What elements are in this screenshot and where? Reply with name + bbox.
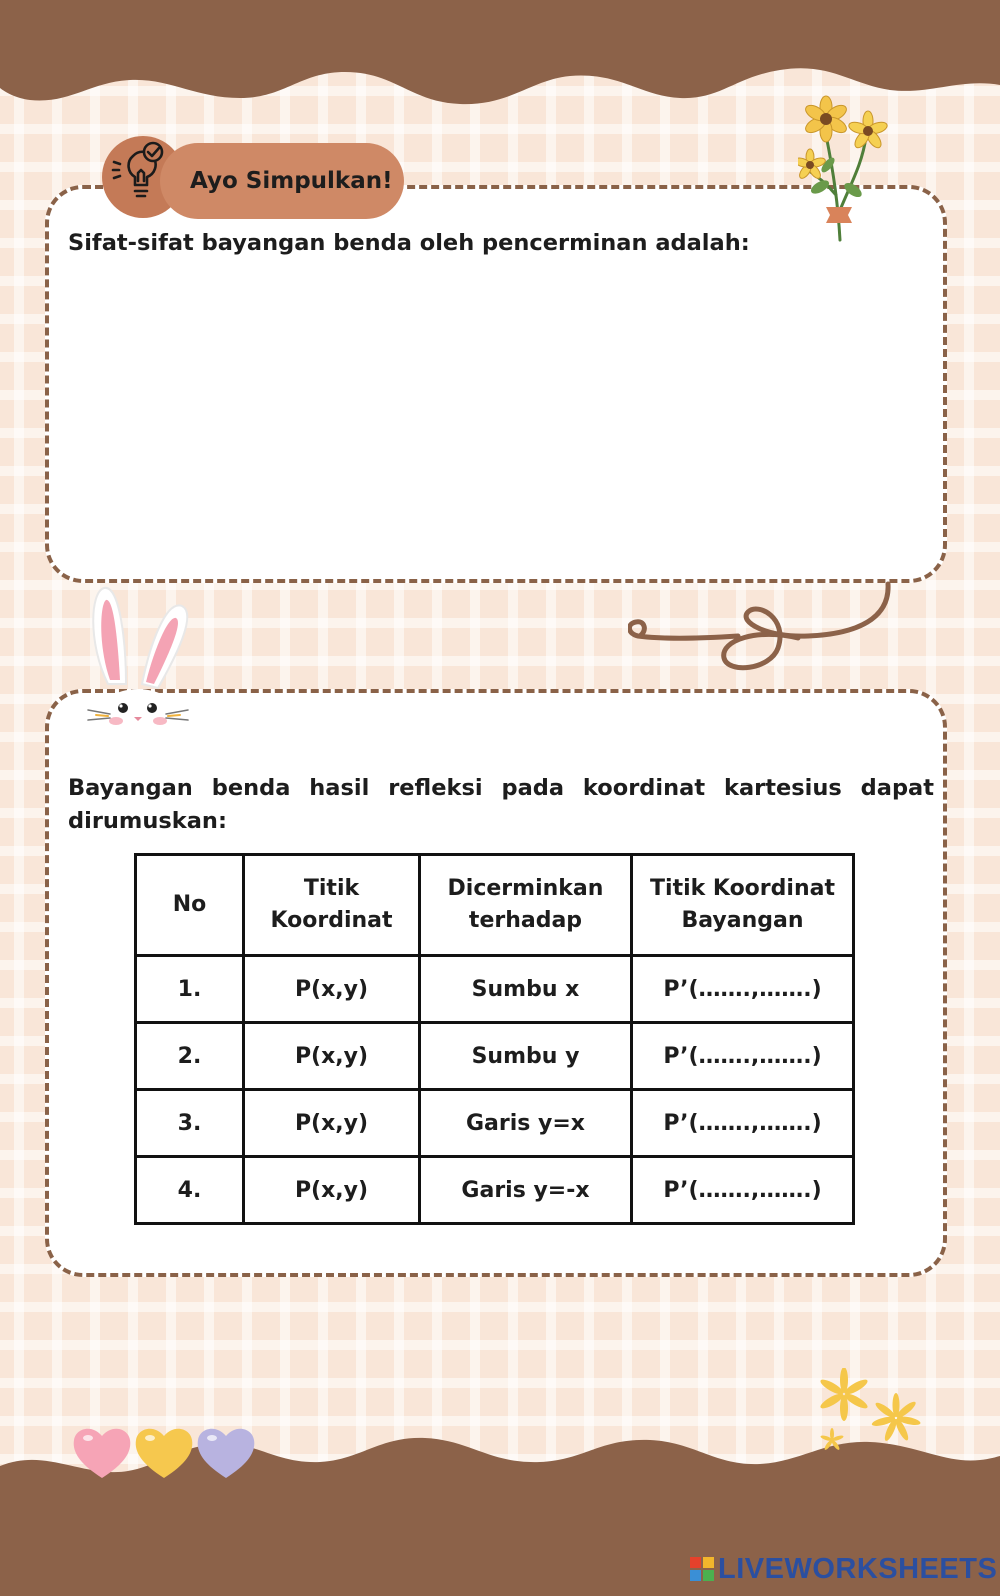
reflection-table [134,853,855,1225]
point-cell: P(x,y) [244,1157,420,1224]
badge-label: Ayo Simpulkan! [190,168,393,194]
hearts-decoration [72,1422,262,1482]
row-number: 2. [136,1023,244,1090]
table-row [136,1157,854,1224]
table-row [136,956,854,1023]
formula-prompt: Bayangan benda hasil refleksi pada koordinat kartesius dapat dirumuskan: [68,775,934,834]
mirror-cell: Sumbu x [420,956,632,1023]
answer-cell[interactable]: P’(…….,…….) [632,956,854,1023]
mirror-cell: Garis y=-x [420,1157,632,1224]
answer-cell[interactable]: P’(…….,…….) [632,1023,854,1090]
brand-name: LIVEWORKSHEETS [718,1552,998,1585]
mirror-cell: Sumbu y [420,1023,632,1090]
liveworksheets-brand [690,1553,997,1585]
header-no: No [136,855,244,956]
row-number: 3. [136,1090,244,1157]
flower-icon [803,96,849,142]
swirl-icon [628,578,908,688]
table-row [136,1090,854,1157]
conclusion-badge [160,143,404,219]
point-cell: P(x,y) [244,956,420,1023]
heart-icon [74,1429,131,1478]
reflection-properties-prompt: Sifat-sifat bayangan benda oleh pencerminan adalah: [68,230,750,256]
flower-bouquet-icon [798,95,908,245]
row-number: 1. [136,956,244,1023]
header-point: Titik Koordinat [244,855,420,956]
mirror-cell: Garis y=x [420,1090,632,1157]
heart-icon [198,1429,255,1478]
answer-cell[interactable]: P’(…….,…….) [632,1090,854,1157]
header-mirror: Dicerminkan terhadap [420,855,632,956]
bunny-icon [82,584,202,749]
answer-cell[interactable]: P’(…….,…….) [632,1157,854,1224]
point-cell: P(x,y) [244,1023,420,1090]
header-image-point: Titik Koordinat Bayangan [632,855,854,956]
liveworksheets-logo-icon [690,1557,714,1581]
heart-icon [136,1429,193,1478]
point-cell: P(x,y) [244,1090,420,1157]
table-header-row [136,855,854,956]
sparkle-icon [818,1368,928,1478]
table-row [136,1023,854,1090]
row-number: 4. [136,1157,244,1224]
